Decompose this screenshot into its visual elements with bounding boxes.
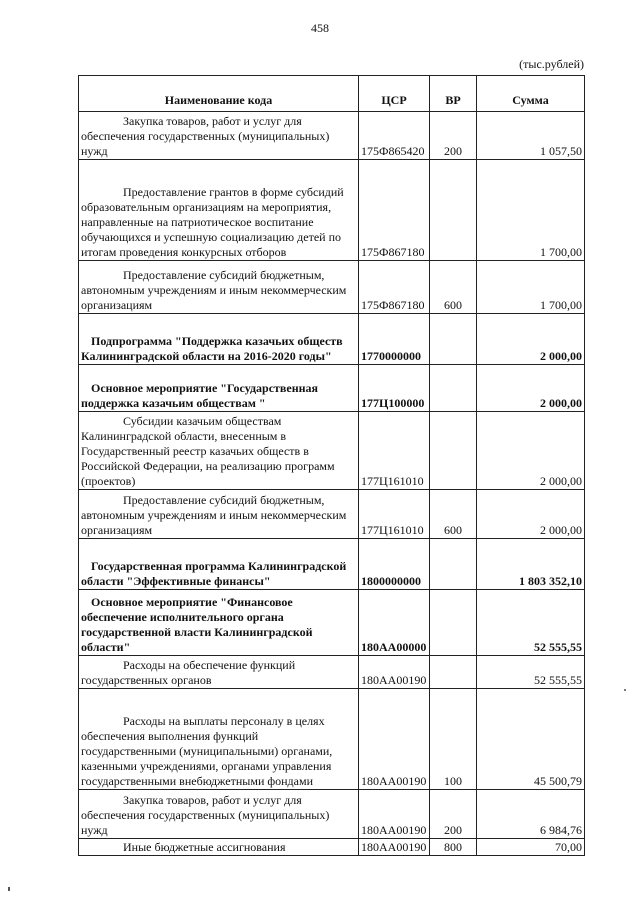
row-vr xyxy=(430,160,477,261)
row-csr: 180АА00190 xyxy=(359,656,430,689)
row-name: Субсидии казачьим обществам Калининградской области, внесенным в Государственный реестр казачьих обществ в Российской Федерации, на реализацию программ (проектов) xyxy=(79,412,359,490)
row-name: Основное мероприятие "Финансовое обеспечение исполнительного органа государственной власти Калининградской области" xyxy=(79,590,359,656)
row-sum: 52 555,55 xyxy=(477,590,585,656)
row-vr xyxy=(430,539,477,590)
row-vr xyxy=(430,590,477,656)
row-name: Закупка товаров, работ и услуг для обеспечения государственных (муниципальных) нужд xyxy=(79,112,359,160)
row-csr: 175Ф865420 xyxy=(359,112,430,160)
table-row xyxy=(79,590,585,656)
row-sum: 1 057,50 xyxy=(477,112,585,160)
row-sum: 2 000,00 xyxy=(477,365,585,412)
table-row xyxy=(79,490,585,539)
table-row xyxy=(79,656,585,689)
table-row xyxy=(79,839,585,856)
row-csr: 180АА00190 xyxy=(359,790,430,839)
row-sum: 2 000,00 xyxy=(477,314,585,365)
row-vr: 600 xyxy=(430,490,477,539)
row-sum: 52 555,55 xyxy=(477,656,585,689)
row-sum: 6 984,76 xyxy=(477,790,585,839)
header-name: Наименование кода xyxy=(79,76,359,112)
row-csr: 175Ф867180 xyxy=(359,160,430,261)
header-vr: ВР xyxy=(430,76,477,112)
row-name: Предоставление субсидий бюджетным, автономным учреждениям и иным некоммерческим организациям xyxy=(79,261,359,314)
row-csr: 180АА00190 xyxy=(359,689,430,790)
table-row xyxy=(79,314,585,365)
row-name: Иные бюджетные ассигнования xyxy=(79,839,359,856)
row-vr xyxy=(430,314,477,365)
table-row xyxy=(79,412,585,490)
row-name: Закупка товаров, работ и услуг для обеспечения государственных (муниципальных) нужд xyxy=(79,790,359,839)
row-sum: 1 803 352,10 xyxy=(477,539,585,590)
row-vr: 200 xyxy=(430,790,477,839)
row-sum: 1 700,00 xyxy=(477,261,585,314)
row-csr: 175Ф867180 xyxy=(359,261,430,314)
row-csr: 1770000000 xyxy=(359,314,430,365)
row-sum: 2 000,00 xyxy=(477,412,585,490)
header-sum: Сумма xyxy=(477,76,585,112)
page-number: 458 xyxy=(311,21,329,35)
row-sum: 45 500,79 xyxy=(477,689,585,790)
row-vr xyxy=(430,365,477,412)
row-name: Основное мероприятие "Государственная поддержка казачьим обществам " xyxy=(79,365,359,412)
row-sum: 70,00 xyxy=(477,839,585,856)
scan-speck xyxy=(624,689,626,691)
table-row xyxy=(79,261,585,314)
row-name: Подпрограмма "Поддержка казачьих обществ Калининградской области на 2016-2020 годы" xyxy=(79,314,359,365)
budget-table xyxy=(78,75,585,856)
table-row xyxy=(79,539,585,590)
row-name: Расходы на обеспечение функций государственных органов xyxy=(79,656,359,689)
table-header-row xyxy=(79,76,585,112)
row-name: Государственная программа Калининградской области "Эффективные финансы" xyxy=(79,539,359,590)
row-vr xyxy=(430,656,477,689)
row-vr: 600 xyxy=(430,261,477,314)
row-csr: 177Ц100000 xyxy=(359,365,430,412)
row-vr: 800 xyxy=(430,839,477,856)
row-sum: 1 700,00 xyxy=(477,160,585,261)
units-label: (тыс.рублей) xyxy=(519,57,584,71)
row-vr xyxy=(430,412,477,490)
row-csr: 177Ц161010 xyxy=(359,490,430,539)
row-name: Предоставление субсидий бюджетным, автономным учреждениям и иным некоммерческим организациям xyxy=(79,490,359,539)
table-row xyxy=(79,790,585,839)
table-row xyxy=(79,365,585,412)
row-csr: 180АА00000 xyxy=(359,590,430,656)
row-sum: 2 000,00 xyxy=(477,490,585,539)
row-csr: 180АА00190 xyxy=(359,839,430,856)
table-row xyxy=(79,689,585,790)
row-name: Расходы на выплаты персоналу в целях обеспечения выполнения функций государственными (муниципальными) органами, казенными учреждениями, органами управления государственными внебюджетными фондами xyxy=(79,689,359,790)
table-row xyxy=(79,112,585,160)
header-csr: ЦСР xyxy=(359,76,430,112)
table-row xyxy=(79,160,585,261)
row-name: Предоставление грантов в форме субсидий образовательным организациям на мероприятия, направленные на патриотическое воспитание обучающихся и успешную социализацию детей по итогам проведения конкурсных отборов xyxy=(79,160,359,261)
row-csr: 1800000000 xyxy=(359,539,430,590)
row-vr: 200 xyxy=(430,112,477,160)
row-csr: 177Ц161010 xyxy=(359,412,430,490)
row-vr: 100 xyxy=(430,689,477,790)
scan-edge-mark xyxy=(8,887,10,891)
